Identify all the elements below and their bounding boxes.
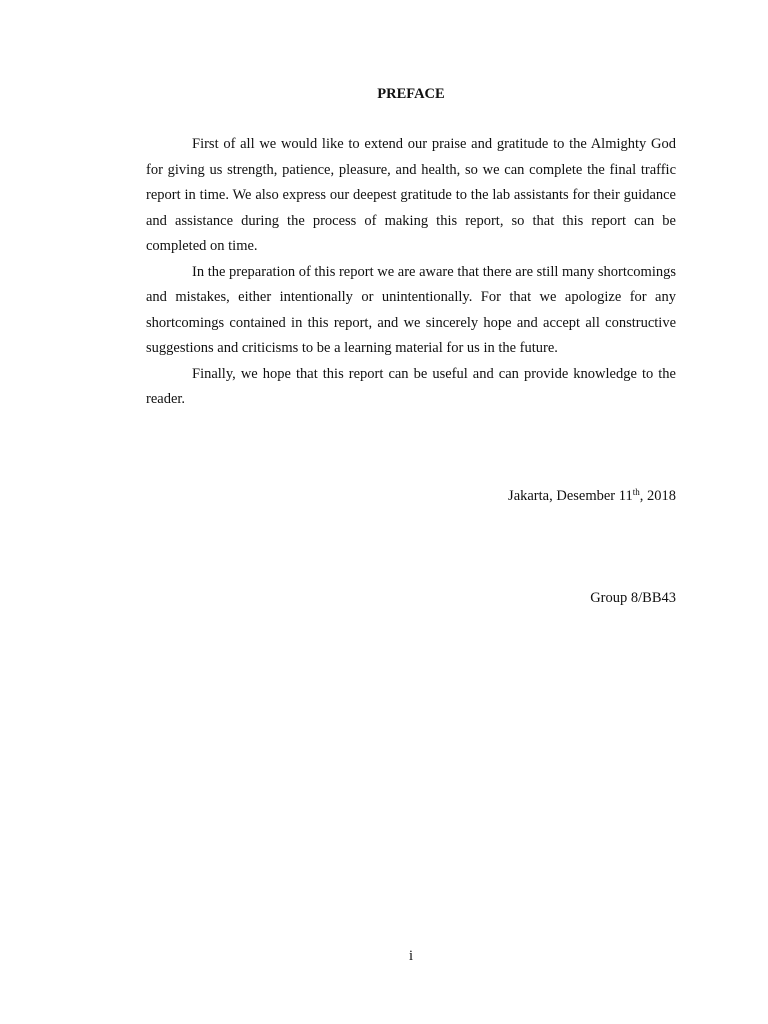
- place-date-text: Jakarta, Desember 11: [508, 488, 633, 504]
- place-date-line: [508, 486, 676, 506]
- paragraph-shortcomings: In the preparation of this report we are aware that there are still many shortcomings and mistakes, either intentionally or unintentionally. For that we apologize for any shortcomings contained in this report, and we sincerely hope and accept all constructive suggestions and criticisms to be a learning material for us in the future.: [146, 263, 676, 356]
- paragraph-closing: Finally, we hope that this report can be useful and can provide knowledge to the reader.: [146, 365, 676, 407]
- page-title: PREFACE: [377, 86, 445, 102]
- preface-body: [146, 132, 676, 413]
- date-ordinal-suffix: th: [632, 487, 640, 497]
- group-signature: Group 8/BB43: [590, 590, 676, 606]
- date-year: , 2018: [639, 488, 676, 504]
- page-number: i: [408, 948, 414, 964]
- paragraph-gratitude: First of all we would like to extend our praise and gratitude to the Almighty God for giving us strength, patience, pleasure, and health, so we can complete the final traffic report in time. We also express our deepest gratitude to the lab assistants for their guidance and assistance during the process of making this report, so that this report can be completed on time.: [146, 136, 676, 254]
